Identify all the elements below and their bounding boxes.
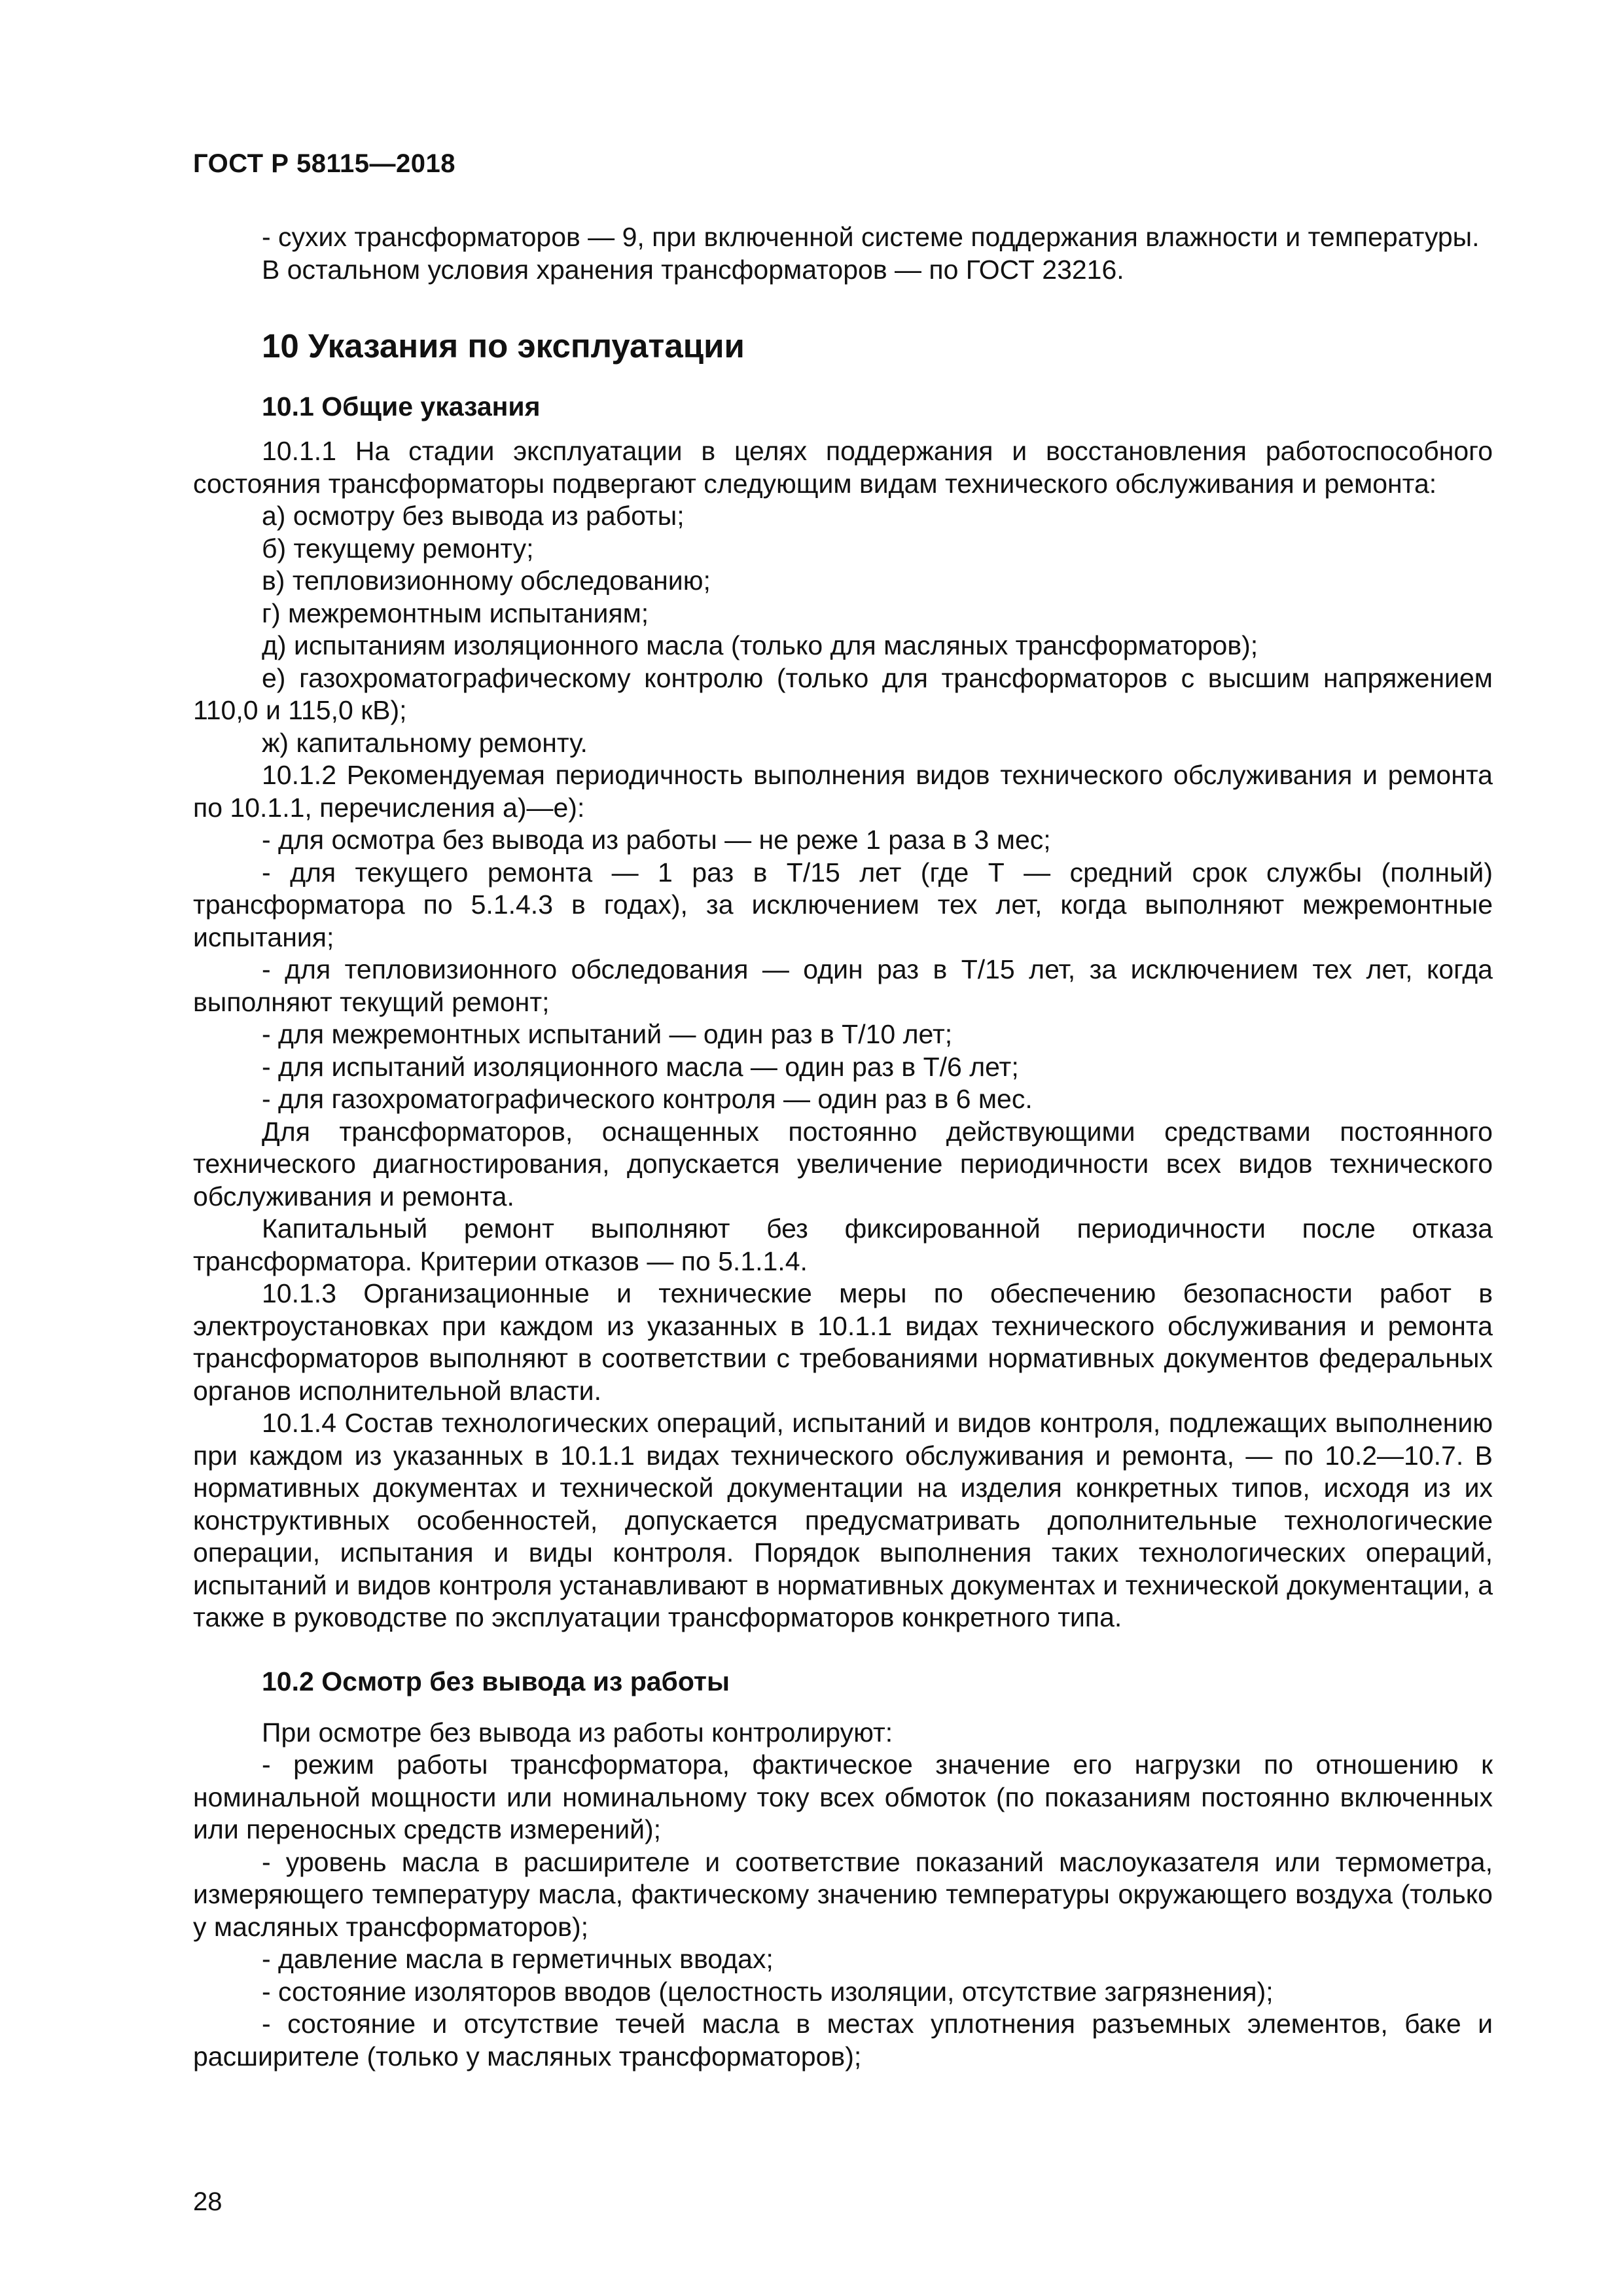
list-item: ж) капитальному ремонту.: [262, 727, 588, 758]
paragraph-lead: При осмотре без вывода из работы контролируют:: [262, 1717, 893, 1748]
list-item: - для текущего ремонта — 1 раз в Т/15 лет (где Т — средний срок службы (полный) трансформатора по 5.1.4.3 в годах), за исключением тех лет, когда выполняют межремонтные испытания;: [193, 857, 1493, 952]
intro-line: - сухих трансформаторов — 9, при включенной системе поддержания влажности и температуры.: [262, 222, 1480, 252]
paragraph-10-1-4: 10.1.4 Состав технологических операций, испытаний и видов контроля, подлежащих выполнению при каждом из указанных в 10.1.1 видах технического обслуживания и ремонта, — по 10.2—10.7. В нормативных документах и технической документации на изделия конкретных типов, исходя из их конструктивных особенностей, допускается предусматривать дополнительные технологические операции, испытания и виды контроля. Порядок выполнения таких технологических операций, испытаний и видов контроля устанавливают в нормативных документах и технической документации, а также в руководстве по эксплуатации трансформаторов конкретного типа.: [193, 1408, 1493, 1632]
list-item: - уровень масла в расширителе и соответствие показаний маслоуказателя или термометра, измеряющего температуру масла, фактическому значению температуры окружающего воздуха (только у масляных трансформаторов);: [193, 1846, 1493, 1942]
list-item: - состояние изоляторов вводов (целостность изоляции, отсутствие загрязнения);: [262, 1976, 1274, 2007]
list-item: - для испытаний изоляционного масла — один раз в Т/6 лет;: [262, 1051, 1019, 1082]
list-item: г) межремонтным испытаниям;: [262, 598, 649, 628]
intro-line: В остальном условия хранения трансформаторов — по ГОСТ 23216.: [262, 254, 1124, 285]
subsection-title: 10.1 Общие указания: [262, 391, 541, 422]
list-item: - состояние и отсутствие течей масла в местах уплотнения разъемных элементов, баке и расширителе (только у масляных трансформаторов);: [193, 2009, 1493, 2072]
document-header: ГОСТ Р 58115—2018: [193, 149, 455, 178]
list-item: в) тепловизионному обследованию;: [262, 565, 711, 596]
paragraph-10-1-1: 10.1.1 На стадии эксплуатации в целях поддержания и восстановления работоспособного состояния трансформаторы подвергают следующим видам технического обслуживания и ремонта:: [193, 436, 1493, 499]
list-item: - для осмотра без вывода из работы — не реже 1 раза в 3 мес;: [262, 825, 1051, 855]
list-item: - для тепловизионного обследования — один раз в Т/15 лет, за исключением тех лет, когда выполняют текущий ремонт;: [193, 954, 1493, 1017]
paragraph-10-1-3: 10.1.3 Организационные и технические меры по обеспечению безопасности работ в электроустановках при каждом из указанных в 10.1.1 видах технического обслуживания и ремонта трансформаторов выполняют в соответствии с требованиями нормативных документов федеральных органов исполнительной власти.: [193, 1278, 1493, 1406]
page-content: [193, 221, 1493, 2073]
list-item: а) осмотру без вывода из работы;: [262, 501, 685, 531]
list-item: - для газохроматографического контроля — один раз в 6 мес.: [262, 1084, 1033, 1114]
section-title: 10 Указания по эксплуатации: [262, 327, 745, 365]
paragraph-note: Для трансформаторов, оснащенных постоянно действующими средствами постоянного технического диагностирования, допускается увеличение периодичности всех видов технического обслуживания и ремонта.: [193, 1116, 1493, 1211]
paragraph-10-1-2: 10.1.2 Рекомендуемая периодичность выполнения видов технического обслуживания и ремонта по 10.1.1, перечисления а)—е):: [193, 760, 1493, 823]
list-item: е) газохроматографическому контролю (только для трансформаторов с высшим напряжением 110,0 и 115,0 кВ);: [193, 662, 1493, 725]
list-item: б) текущему ремонту;: [262, 533, 534, 564]
page-number: 28: [193, 2187, 223, 2216]
paragraph-note: Капитальный ремонт выполняют без фиксированной периодичности после отказа трансформатора. Критерии отказов — по 5.1.1.4.: [193, 1213, 1493, 1276]
list-item: - давление масла в герметичных вводах;: [262, 1944, 774, 1974]
list-item: - режим работы трансформатора, фактическое значение его нагрузки по отношению к номинальной мощности или номинальному току всех обмоток (по показаниям постоянно включенных или переносных средств измерений);: [193, 1749, 1493, 1844]
list-item: д) испытаниям изоляционного масла (только для масляных трансформаторов);: [262, 630, 1258, 660]
subsection-title: 10.2 Осмотр без вывода из работы: [262, 1666, 730, 1696]
list-item: - для межремонтных испытаний — один раз в Т/10 лет;: [262, 1019, 953, 1049]
